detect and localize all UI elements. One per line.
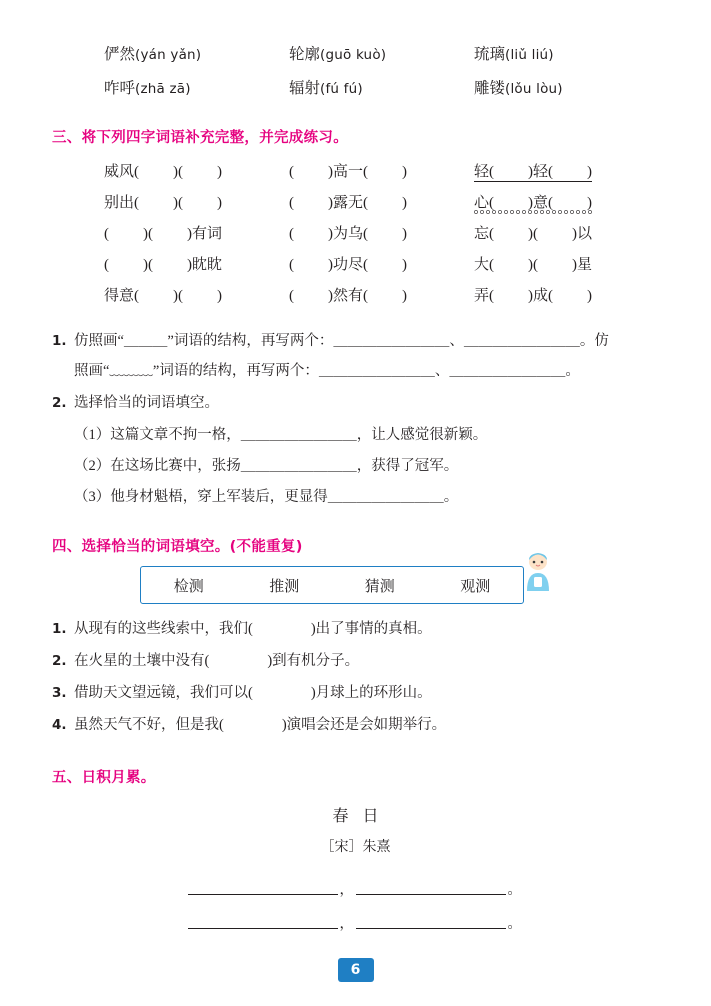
idiom-item: 别出( )( ) [104, 195, 222, 211]
word-bank-item: 猜测 [364, 578, 395, 595]
question-3-2-a: （1）这篇文章不拘一格，＿＿＿＿＿＿＿＿，让人感觉很新颖。 [74, 427, 488, 443]
poem-author: ［宋］朱熹 [320, 840, 391, 855]
pinyin-item [474, 40, 659, 70]
question-body: 虽然天气不好，但是我( )演唱会还是会如期举行。 [74, 717, 447, 733]
pinyin-options: (guō kuò) [320, 47, 387, 63]
idiom-item-underlined: 轻( )轻( ) [474, 164, 592, 180]
question-number: 1. [52, 333, 67, 349]
pinyin-word: 琉璃 [474, 46, 506, 63]
question-number: 2. [52, 395, 67, 411]
poem-answer-line [52, 874, 659, 908]
question-number: 2. [52, 653, 67, 669]
idiom-item: ( )为乌( ) [289, 226, 407, 242]
idiom-row [104, 219, 659, 250]
poem-period: 。 [507, 883, 522, 898]
question-4-2 [52, 646, 659, 676]
mascot-icon [521, 551, 555, 595]
section-5-heading: 五、日积月累。 [52, 770, 156, 786]
question-body [74, 326, 659, 386]
question-3-1-line2: 照画“﹏﹏﹏”词语的结构，再写两个：＿＿＿＿＿＿＿＿、＿＿＿＿＿＿＿＿。 [74, 363, 580, 379]
idiom-item: ( )高一( ) [289, 164, 407, 180]
word-bank-item: 检测 [173, 578, 204, 595]
idiom-item: ( )然有( ) [289, 288, 407, 304]
word-bank-item: 推测 [269, 578, 300, 595]
idiom-item: ( )( )眈眈 [104, 257, 222, 273]
pinyin-item [289, 40, 474, 70]
poem-comma: ， [339, 883, 354, 898]
question-4-3 [52, 678, 659, 708]
idiom-item-wavy: 心( )意( ) [474, 188, 659, 219]
idiom-row [104, 250, 659, 281]
poem-title: 春日 [332, 808, 393, 825]
question-3-1-line1: 仿照画“＿＿＿”词语的结构，再写两个：＿＿＿＿＿＿＿＿、＿＿＿＿＿＿＿＿。仿 [74, 333, 609, 349]
question-body: 从现有的这些线索中，我们( )出了事情的真相。 [74, 621, 432, 637]
poem-blank [356, 874, 506, 895]
word-bank-item: 观测 [460, 578, 491, 595]
question-number: 1. [52, 621, 67, 637]
pinyin-options: (zhā zā) [135, 81, 191, 97]
question-body: 借助天文望远镜，我们可以( )月球上的环形山。 [74, 685, 432, 701]
pinyin-word: 咋呼 [104, 80, 136, 97]
idiom-row [104, 188, 659, 219]
poem-blank [356, 908, 506, 929]
pinyin-item [104, 74, 289, 104]
question-number: 4. [52, 717, 67, 733]
poem-period: 。 [507, 917, 522, 932]
pinyin-word: 辐射 [289, 80, 321, 97]
question-3-1 [52, 326, 659, 386]
pinyin-options: (yán yǎn) [135, 47, 202, 63]
idiom-grid [52, 157, 659, 312]
idiom-row [104, 281, 659, 312]
section-4-heading: 四、选择恰当的词语填空。(不能重复) [52, 539, 303, 555]
question-body: 在火星的土壤中没有( )到有机分子。 [74, 653, 360, 669]
question-3-2 [52, 388, 659, 418]
question-number: 3. [52, 685, 67, 701]
word-bank-box [140, 566, 524, 604]
idiom-item: 得意( )( ) [104, 288, 222, 304]
pinyin-item [289, 74, 474, 104]
poem-answer-line [52, 908, 659, 942]
pinyin-item [104, 40, 289, 70]
question-3-2-c: （3）他身材魁梧，穿上军装后，更显得＿＿＿＿＿＿＿＿。 [74, 489, 459, 505]
section-3-heading: 三、将下列四字词语补充完整，并完成练习。 [52, 130, 348, 146]
idiom-item: ( )功尽( ) [289, 257, 407, 273]
poem-blank [188, 874, 338, 895]
pinyin-row [104, 74, 659, 104]
poem-comma: ， [339, 917, 354, 932]
pinyin-word: 俨然 [104, 46, 136, 63]
idiom-item: ( )( )有词 [104, 226, 222, 242]
idiom-item: 大( )( )星 [474, 257, 592, 273]
pinyin-word: 雕镂 [474, 80, 506, 97]
idiom-item: 威风( )( ) [104, 164, 222, 180]
idiom-item: 忘( )( )以 [474, 226, 592, 242]
pinyin-options: (liǔ liú) [505, 47, 554, 63]
idiom-item: 弄( )成( ) [474, 288, 592, 304]
question-3-2-b: （2）在这场比赛中，张扬＿＿＿＿＿＿＿＿，获得了冠军。 [74, 458, 459, 474]
question-4-4 [52, 710, 659, 740]
pinyin-options: (lǒu lòu) [505, 81, 563, 97]
question-4-1 [52, 614, 659, 644]
pinyin-word: 轮廓 [289, 46, 321, 63]
poem-blank [188, 908, 338, 929]
pinyin-options: (fú fú) [320, 81, 363, 97]
pinyin-exercise-block [52, 40, 659, 104]
page-number: 6 [338, 958, 374, 982]
idiom-row [104, 157, 659, 188]
idiom-item: ( )露无( ) [289, 195, 407, 211]
pinyin-row [104, 40, 659, 70]
question-body: 选择恰当的词语填空。 [74, 395, 219, 411]
pinyin-item [474, 74, 659, 104]
